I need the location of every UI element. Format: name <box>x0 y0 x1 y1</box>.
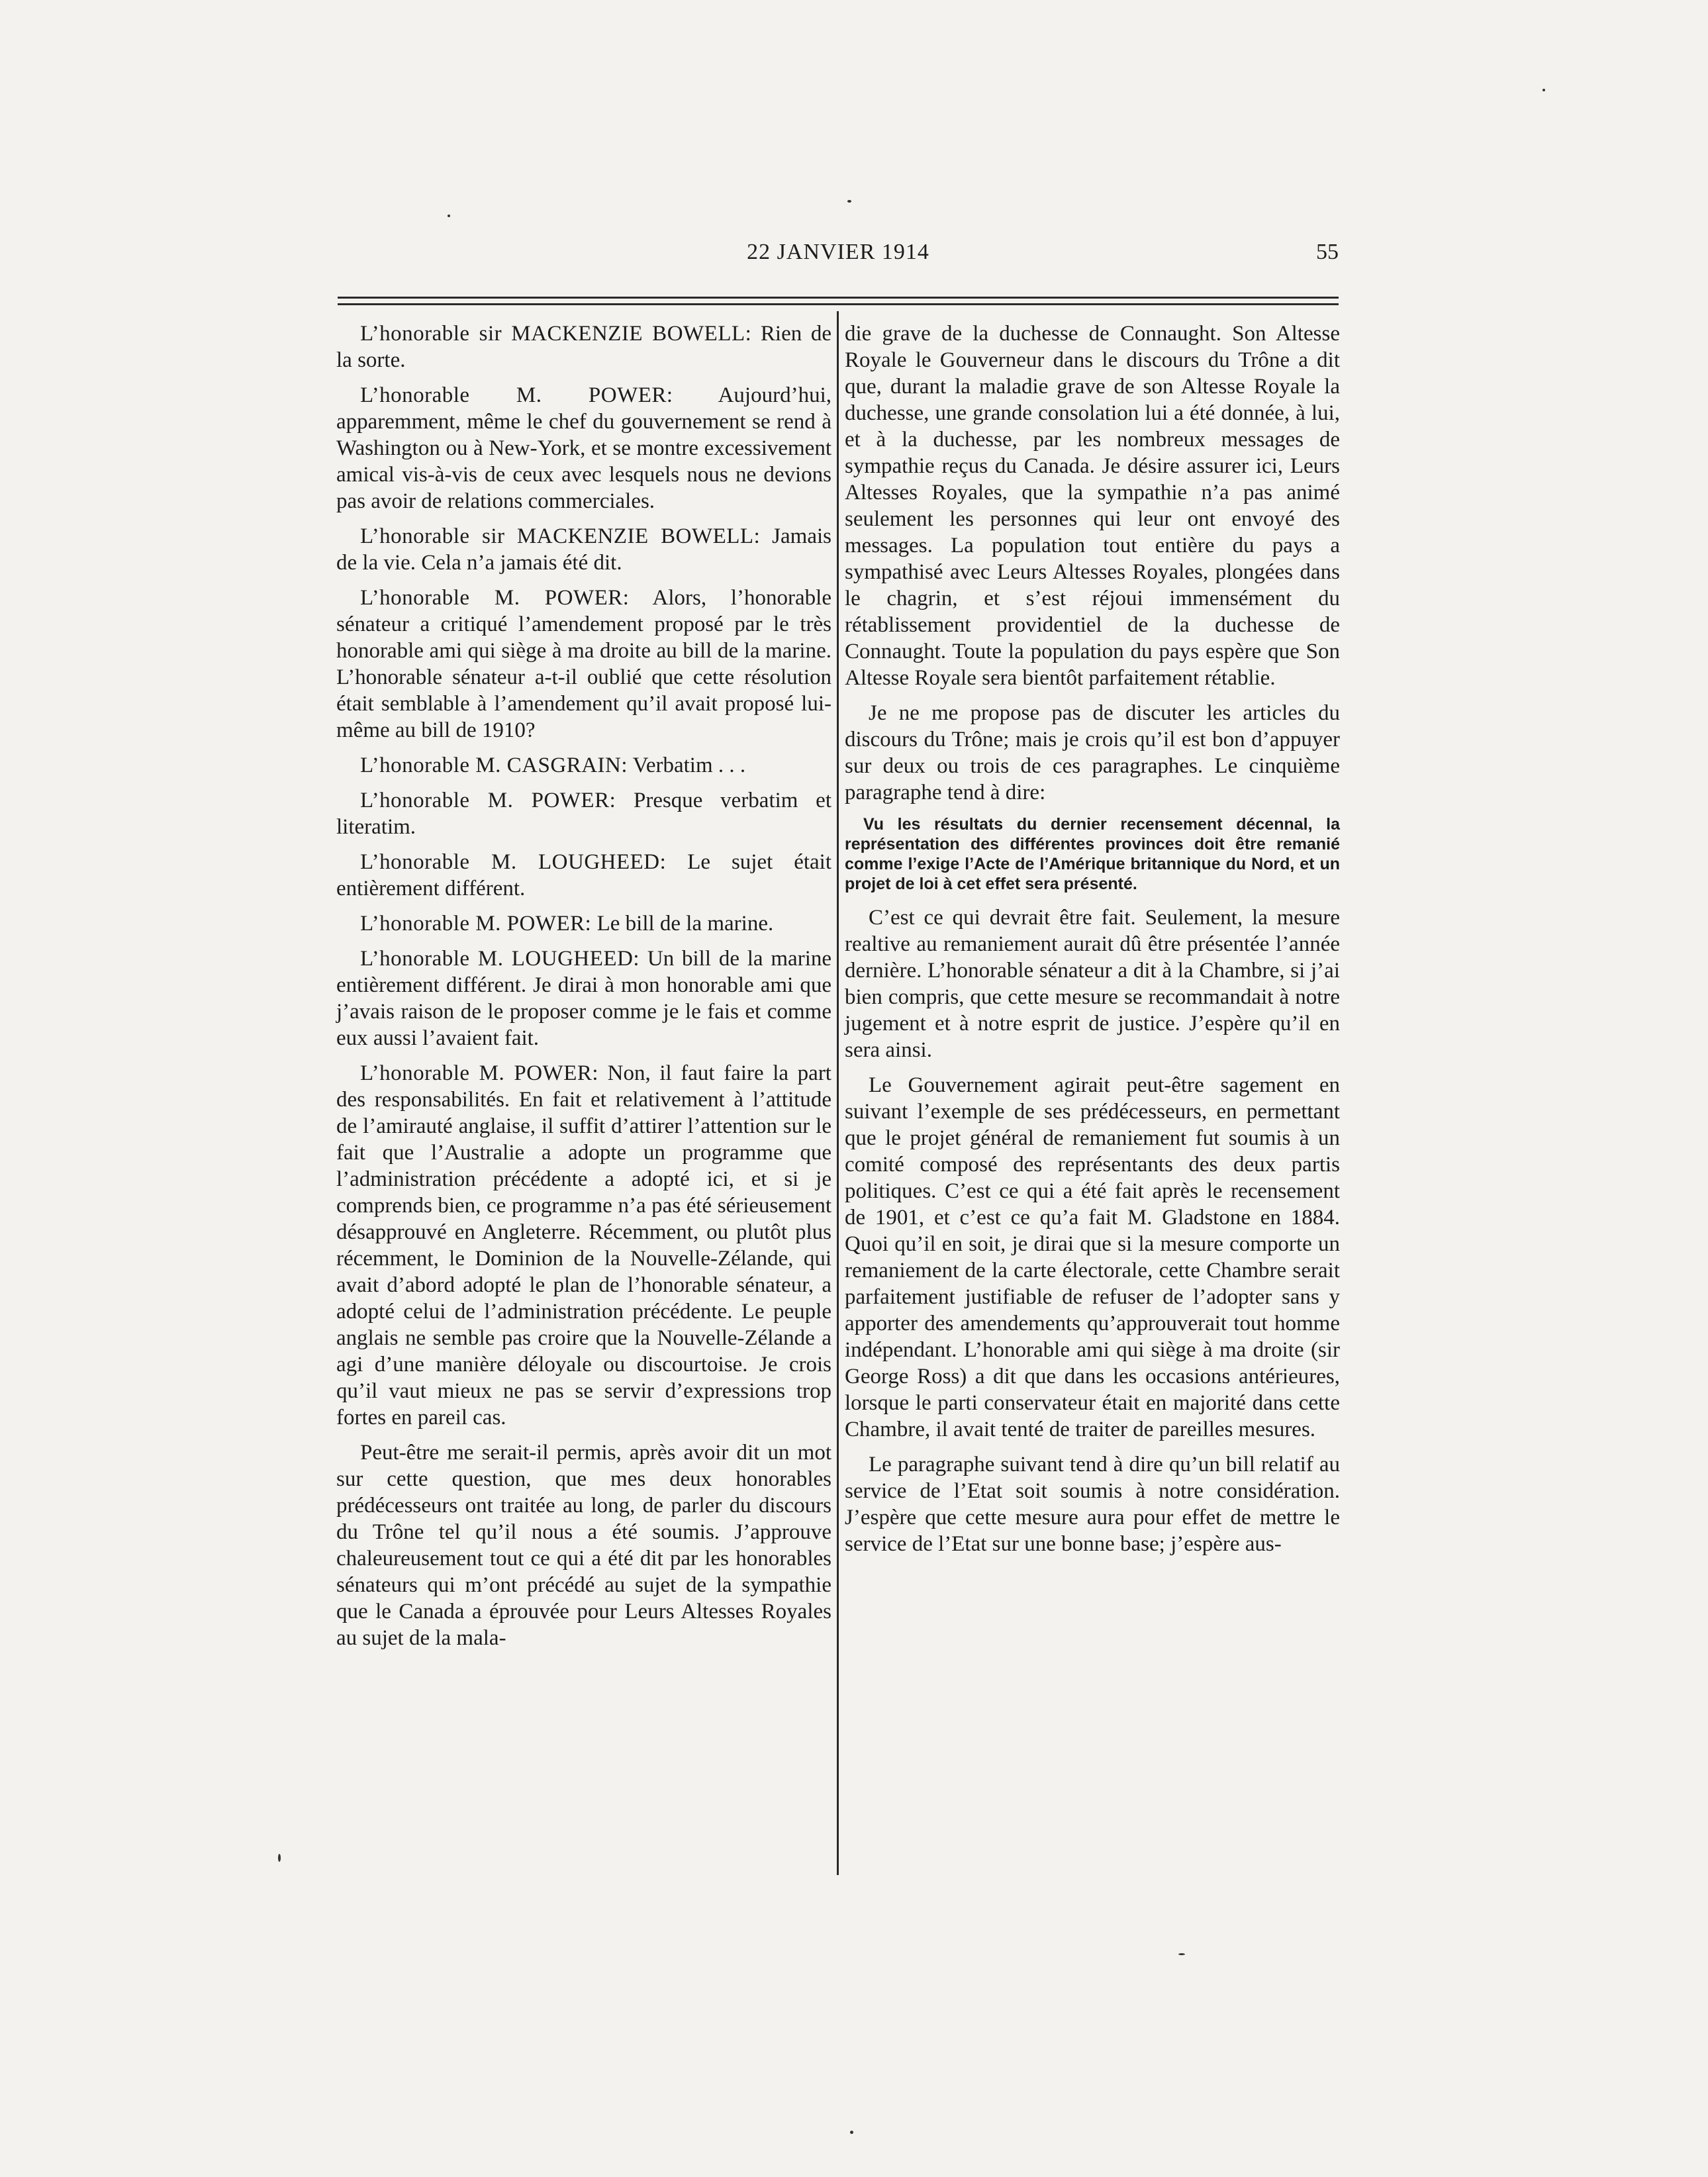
page-header <box>338 230 1339 270</box>
left-column <box>336 320 831 1660</box>
speech-paragraph <box>336 752 831 779</box>
speech-paragraph <box>336 585 831 744</box>
speaker-name: L’honorable M. POWER: <box>360 586 630 610</box>
speaker-name: L’honorable M. LOUGHEED: <box>360 947 640 971</box>
speech-text: Aujourd’hui, apparemment, même le chef du gouvernement se rend à Washington ou à New-York, et se montre excessivement amical vis-à-vis de ceux avec lesquels nous ne devions pas avoir de relations commerciales. <box>336 383 831 513</box>
speech-paragraph: Le paragraphe suivant tend à dire qu’un bill relatif au service de l’Etat soit soumis à notre considération. J’espère que cette mesure aura pour effet de mettre le service de l’Etat sur une bonne base; j’espère aus- <box>845 1453 1340 1556</box>
speech-text: Alors, l’honorable sénateur a critiqué l’amendement proposé par le très honorable ami qui siège à ma droite au bill de la marine. L’honorable sénateur a-t-il oublié que cette résolution était semblable à l’amendement qu’il avait proposé lui-même au bill de 1910? <box>336 586 831 742</box>
speech-paragraph <box>336 1439 831 1651</box>
header-double-rule <box>338 295 1339 310</box>
speech-text: Verbatim . . . <box>628 753 746 777</box>
speech-text: Jamais de la vie. Cela n’a jamais été dit. <box>336 524 831 575</box>
speaker-name: L’honorable sir MACKENZIE BOWELL: <box>360 524 761 548</box>
speech-text: Rien de la sorte. <box>336 322 831 372</box>
speech-paragraph <box>336 523 831 576</box>
scan-speck <box>850 2131 853 2134</box>
quoted-throne-speech: Vu les résultats du dernier recensement décennal, la représentation des différentes provinces doit être remanié comme l’exige l’Acte de l’Amérique britannique du Nord, et un projet de loi à cet effet sera présenté. <box>845 815 1340 893</box>
scan-speck <box>448 215 450 217</box>
speech-text: Le sujet était entièrement différent. <box>336 850 831 900</box>
speech-paragraph <box>336 382 831 514</box>
speech-paragraph <box>336 320 831 373</box>
speech-text: Non, il faut faire la part des responsabilités. En fait et relativement à l’attitude de l’amirauté anglaise, il suffit d’attirer l’attention sur le fait que l’Australie a adopte un programme que l’administration précédente a adopté ici, et si je comprends bien, ce programme n’a pas été sérieusement désapprouvé en Angleterre. Récemment, ou plutôt plus récemment, le Dominion de la Nouvelle-Zélande, qui avait d’abord adopté le plan de l’honorable sénateur, a adopté celui de l’administration précédente. Le peuple anglais ne semble pas croire que la Nouvelle-Zélande a agi d’une manière déloyale ou discourtoise. Je crois qu’il vaut mieux ne pas se servir d’expressions trop fortes en pareil cas. <box>336 1061 831 1429</box>
speech-text: Presque verbatim et literatim. <box>336 789 831 839</box>
speaker-name: L’honorable M. POWER: <box>360 789 616 812</box>
speaker-name: L’honorable sir MACKENZIE BOWELL: <box>360 322 752 346</box>
speaker-name: L’honorable M. POWER: <box>360 1061 599 1085</box>
speech-text: Le bill de la marine. <box>591 912 774 936</box>
column-divider <box>837 311 839 1875</box>
speech-paragraph: Le Gouvernement agirait peut-être sagement en suivant l’exemple de ses prédécesseurs, en permettant que le projet général de remaniement fut soumis à un comité composé des représentants des deux partis politiques. C’est ce qui a été fait après le recensement de 1901, et c’est ce qu’a fait M. Gladstone en 1884. Quoi qu’il en soit, je dirai que si la mesure comporte un remaniement de la carte électorale, cette Chambre serait parfaitement justifiable de refuser de l’adopter sans y apporter des amendements qu’approuverait tout homme indépendant. L’honorable ami qui siège à ma droite (sir George Ross) a dit que dans les occasions antérieures, lorsque le parti conservateur était en majorité dans cette Chambre, il avait tenté de traiter de pareilles mesures. <box>845 1073 1340 1441</box>
speech-paragraph <box>336 849 831 902</box>
speech-paragraph <box>336 1060 831 1431</box>
speaker-name: L’honorable M. LOUGHEED: <box>360 850 667 874</box>
speech-paragraph <box>336 787 831 840</box>
speech-paragraph <box>336 910 831 937</box>
scan-speck <box>847 200 851 203</box>
speaker-name: L’honorable M. CASGRAIN: <box>360 753 628 777</box>
scan-speck <box>1542 89 1545 91</box>
page-number: 55 <box>1316 240 1339 264</box>
right-column <box>845 320 1340 1566</box>
scan-speck <box>278 1854 281 1862</box>
scan-speck <box>1178 1953 1185 1955</box>
speech-text: Peut-être me serait-il permis, après avoir dit un mot sur cette question, que mes deux honorables prédécesseurs ont traitée au long, de parler du discours du Trône tel qu’il nous a été soumis. J’approuve chaleureusement tout ce qui a été dit par les honorables sénateurs qui m’ont précédé au sujet de la sympathie que le Canada a éprouvée pour Leurs Altesses Royales au sujet de la mala- <box>336 1441 831 1650</box>
speech-paragraph <box>336 945 831 1051</box>
continued-paragraph: die grave de la duchesse de Connaught. Son Altesse Royale le Gouverneur dans le discours du Trône a dit que, durant la maladie grave de son Altesse Royale la duchesse, une grande consolation lui a été donnée, à lui, et à la duchesse, par les nombreux messages de sympathie reçus du Canada. Je désire assurer ici, Leurs Altesses Royales, que la sympathie n’a pas animé seulement les personnes qui leur ont envoyé des messages. La population tout entière du pays a sympathisé avec Leurs Altesses Royales, plongées dans le chagrin, et s’est réjoui immensément du rétablissement providentiel de la duchesse de Connaught. Toute la population du pays espère que Son Altesse Royale sera bientôt parfaitement rétablie. <box>845 322 1340 690</box>
speaker-name: L’honorable M. POWER: <box>360 912 592 936</box>
speech-paragraph: Je ne me propose pas de discuter les articles du discours du Trône; mais je crois qu’il est bon d’appuyer sur deux ou trois de ces paragraphes. Le cinquième paragraphe tend à dire: <box>845 701 1340 804</box>
page-date: 22 JANVIER 1914 <box>747 240 929 264</box>
speech-paragraph: C’est ce qui devrait être fait. Seulement, la mesure realtive au remaniement aurait dû être présentée l’année dernière. L’honorable sénateur a dit à la Chambre, si j’ai bien compris, que cette mesure se recommandait à notre jugement et à notre esprit de justice. J’espère qu’il en sera ainsi. <box>845 906 1340 1062</box>
speech-text: Un bill de la marine entièrement différent. Je dirai à mon honorable ami que j’avais raison de le proposer comme je le fais et comme eux aussi l’avaient fait. <box>336 947 832 1050</box>
speaker-name: L’honorable M. POWER: <box>360 383 673 407</box>
